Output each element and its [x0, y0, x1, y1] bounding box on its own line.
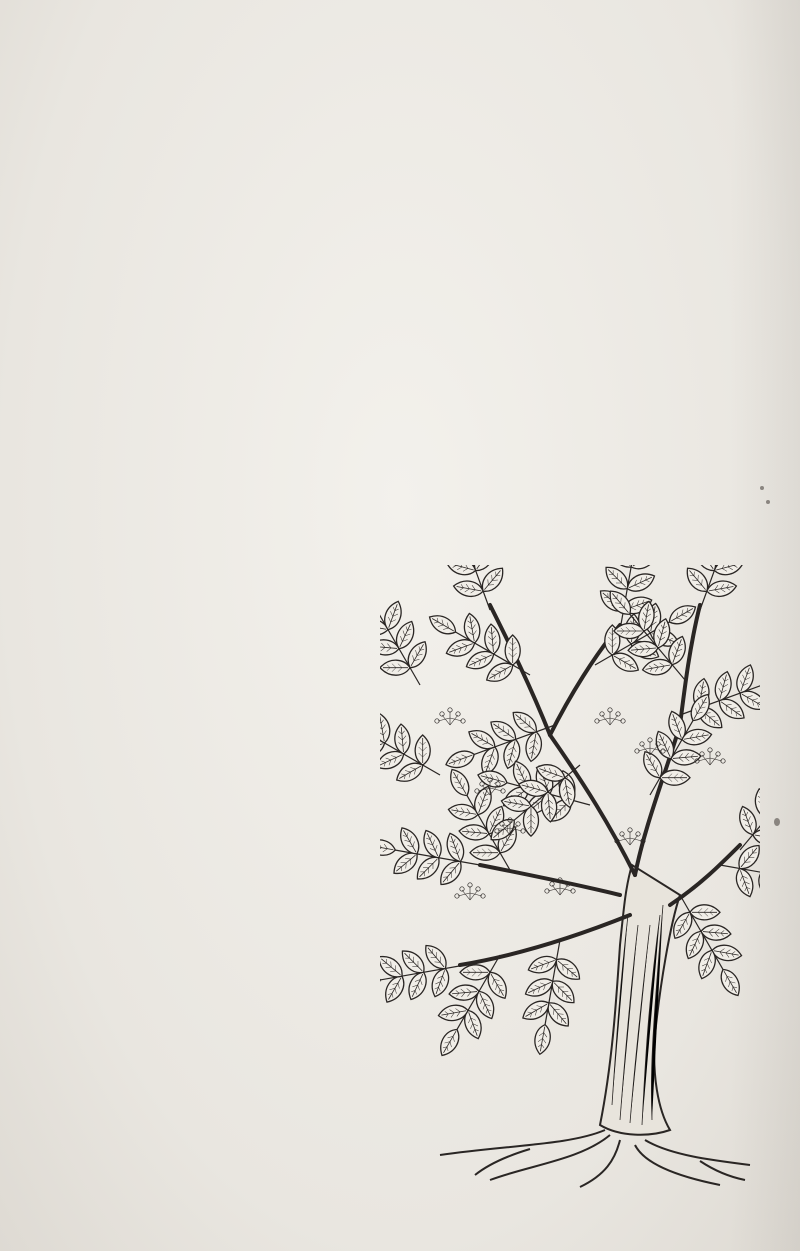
margin-speck: [766, 500, 770, 504]
margin-speck: [760, 486, 764, 490]
page-header: [70, 28, 760, 72]
margin-speck: [774, 818, 780, 826]
terebinth-tree-woodcut: [380, 565, 760, 1190]
drop-capital: [75, 723, 97, 757]
